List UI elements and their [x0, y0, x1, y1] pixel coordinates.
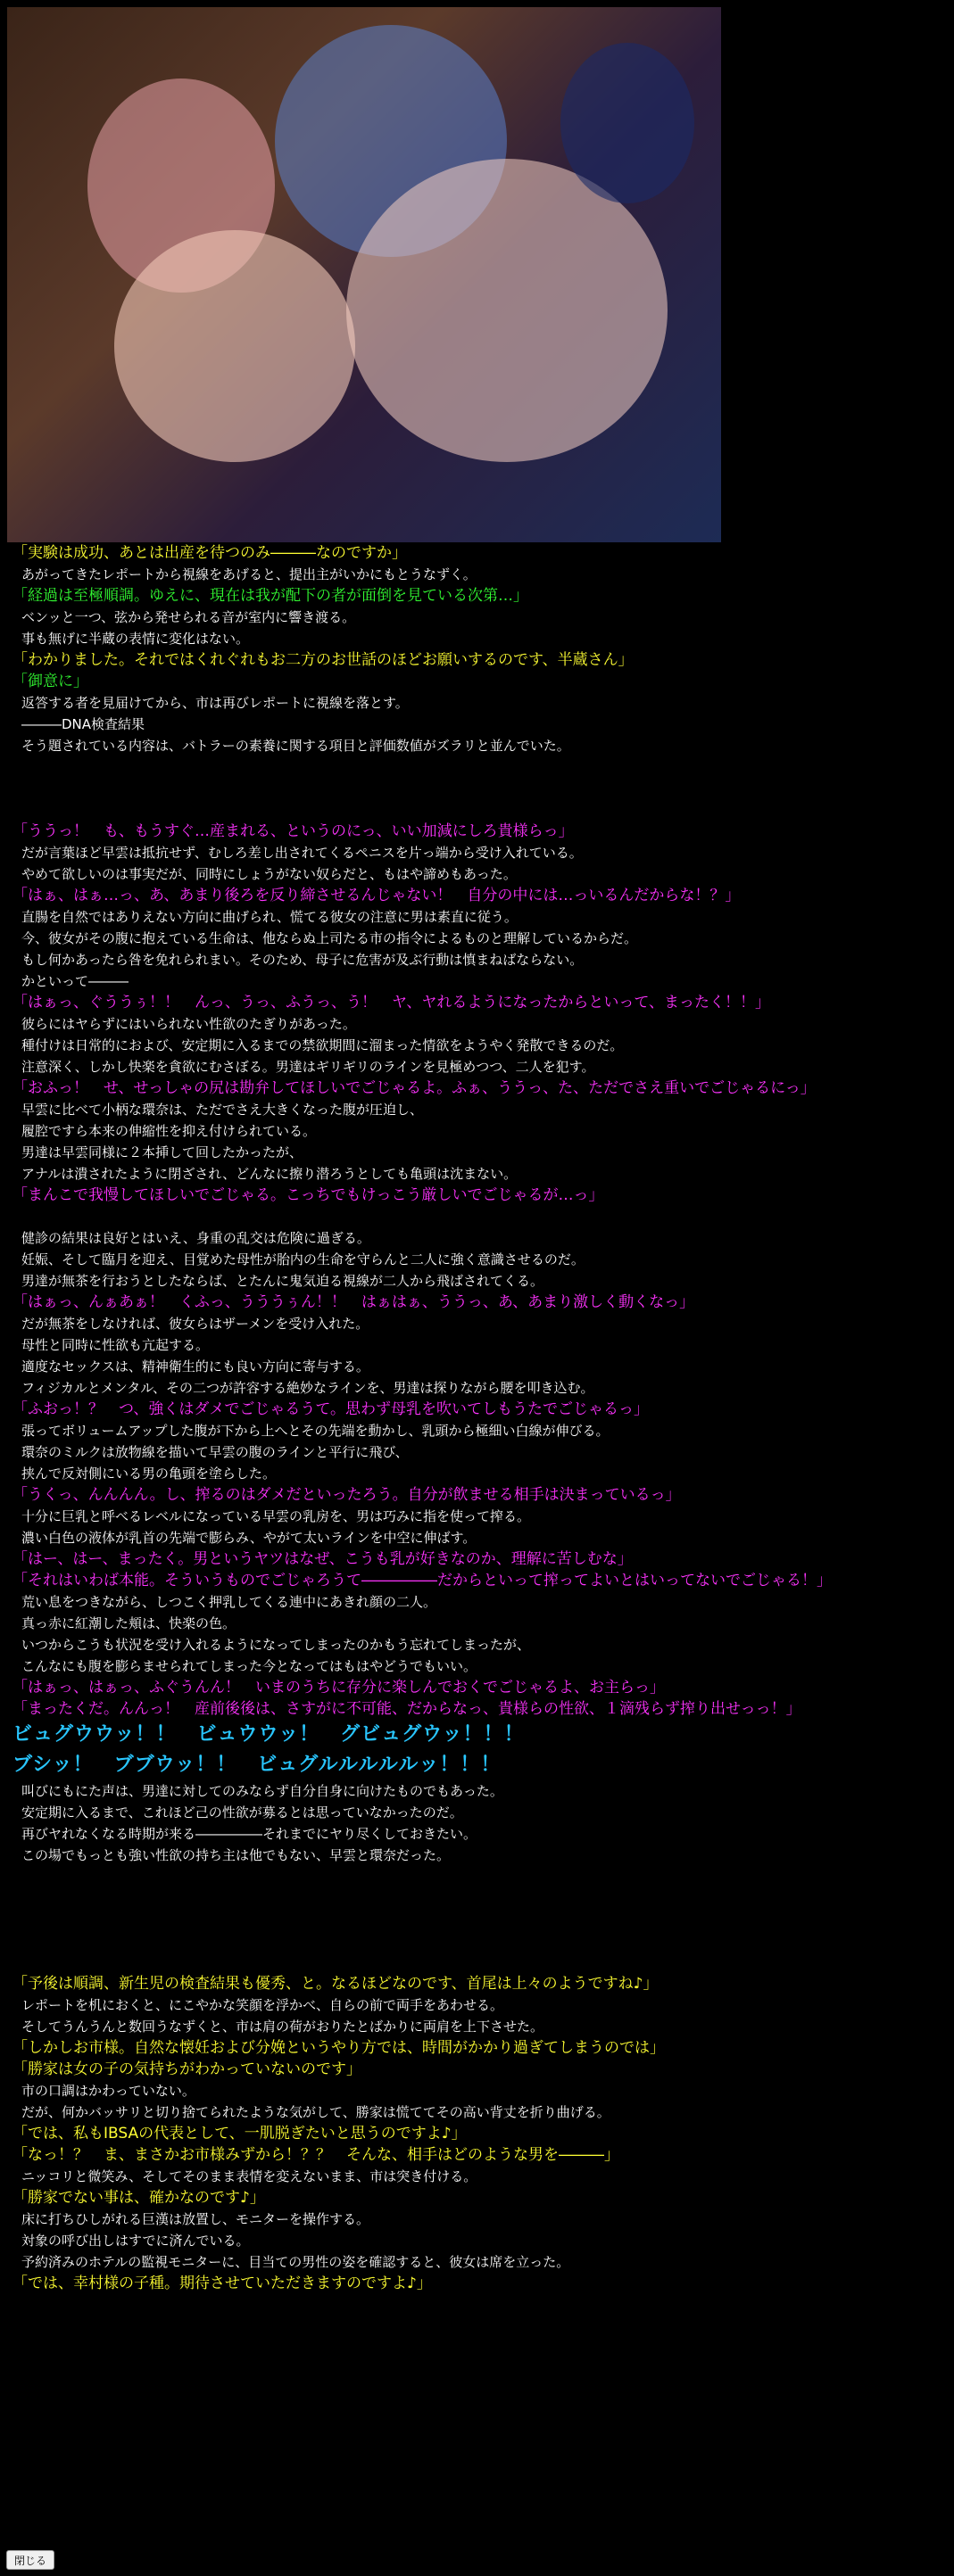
- narration-line: 事も無げに半蔵の表情に変化はない。: [21, 631, 250, 647]
- narration-line: 市の口調はかわっていない。: [21, 2083, 195, 2099]
- narration-line: 荒い息をつきながら、しつこく押乳してくる連中にあきれ顔の二人。: [21, 1594, 437, 1610]
- dialogue-line: 「経過は至極順調。ゆえに、現在は我が配下の者が面倒を見ている次第…」: [12, 587, 528, 605]
- narration-line: レポートを机におくと、にこやかな笑顔を浮かべ、自らの前で両手をあわせる。: [21, 1997, 504, 2013]
- dialogue-line: 「ううっ！ も、もうすぐ…産まれる、というのにっ、いい加減にしろ貴様らっ」: [12, 822, 574, 840]
- dialogue-line: 「実験は成功、あとは出産を待つのみ―――なのですか」: [12, 544, 407, 562]
- blank-line: [12, 1930, 950, 1952]
- dialogue-line: 「わかりました。それではくれぐれもお二方のお世話のほどお願いするのです、半蔵さん」: [12, 651, 634, 669]
- narration-line: 男達は早雲同様に２本挿して回したかったが、: [21, 1144, 303, 1160]
- dialogue-line: 「では、私もIBSAの代表として、一肌脱ぎたいと思うのですよ♪」: [12, 2125, 467, 2143]
- narration-line: そしてうんうんと数回うなずくと、市は肩の荷がおりたとばかりに両肩を上下させた。: [21, 2019, 544, 2035]
- narration-line: 対象の呼び出しはすでに済んでいる。: [21, 2233, 250, 2249]
- narration-line: 環奈のミルクは放物線を描いて早雲の腹のラインと平行に飛び、: [21, 1444, 409, 1460]
- dialogue-line: 「ふおっ！？ つ、強くはダメでごじゃるうて。思わず母乳を吹いてしもうたでごじゃるっ」: [12, 1400, 649, 1418]
- narration-line: ニッコリと微笑み、そしてそのまま表情を変えないまま、市は突き付ける。: [21, 2168, 477, 2184]
- narration-line: 早雲に比べて小柄な環奈は、ただでさえ大きくなった腹が圧迫し、: [21, 1102, 424, 1118]
- narration-line: やめて欲しいのは事実だが、同時にしょうがない奴らだと、もはや諦めもあった。: [21, 866, 517, 882]
- narration-line: 十分に巨乳と呼べるレベルになっている早雲の乳房を、男は巧みに指を使って搾る。: [21, 1508, 531, 1524]
- narration-line: いつからこうも状況を受け入れるようになってしまったのかもう忘れてしまったが、: [21, 1637, 531, 1653]
- narration-line: フィジカルとメンタル、その二つが許容する絶妙なラインを、男達は探りながら腰を叩き込む。: [21, 1380, 594, 1396]
- dialogue-line: 「御意に」: [12, 673, 88, 690]
- narration-line: 濃い白色の液体が乳首の先端で膨らみ、やがて太いラインを中空に伸ばす。: [21, 1530, 477, 1546]
- narration-line: ベンッと一つ、弦から発せられる音が室内に響き渡る。: [21, 609, 356, 625]
- dialogue-line: 「予後は順調、新生児の検査結果も優秀、と。なるほどなのです、首尾は上々のようですね♪」: [12, 1975, 659, 1993]
- blank-line: [12, 1952, 950, 1973]
- dialogue-line: 「勝家でない事は、確かなのです♪」: [12, 2189, 265, 2207]
- narration-line: そう題されている内容は、バトラーの素養に関する項目と評価数値がズラリと並んでいた。: [21, 738, 570, 754]
- narration-line: 彼らにはヤらずにはいられない性欲のたぎりがあった。: [21, 1016, 356, 1032]
- narration-line: 母性と同時に性欲も亢起する。: [21, 1337, 210, 1353]
- dialogue-line: 「なっ！？ ま、まさかお市様みずから！？？ そんな、相手はどのような男を―――」: [12, 2146, 619, 2164]
- sound-effect-line: ブシッ！ ブブウッ！！ ビュグルルルルルッ！！！: [12, 1754, 502, 1776]
- illustration: [7, 7, 721, 542]
- narration-line: ―――DNA検査結果: [21, 716, 145, 732]
- narration-line: 安定期に入るまで、これほど己の性欲が募るとは思っていなかったのだ。: [21, 1804, 463, 1821]
- narration-line: 注意深く、しかし快楽を貪欲にむさぼる。男達はギリギリのラインを見極めつつ、二人を犯す。: [21, 1059, 595, 1075]
- narration-line: 床に打ちひしがれる巨漢は放置し、モニターを操作する。: [21, 2211, 370, 2227]
- narration-line: この場でもっとも強い性欲の持ち主は他でもない、早雲と環奈だった。: [21, 1847, 451, 1863]
- narration-line: アナルは潰されたように閉ざされ、どんなに擦り潜ろうとしても亀頭は沈まない。: [21, 1166, 518, 1182]
- blank-line: [12, 756, 950, 778]
- dialogue-line: 「まったくだ。んんっ！ 産前後後は、さすがに不可能、だからなっ、貴様らの性欲、１滴残らず搾り出せっっ！」: [12, 1700, 801, 1718]
- illustration-body-left: [114, 230, 355, 462]
- blank-line: [12, 1887, 950, 1909]
- blank-line: [12, 778, 950, 799]
- dialogue-line: 「まんこで我慢してほしいでごじゃる。こっちでもけっこう厳しいでごじゃるが…っ」: [12, 1186, 604, 1204]
- dialogue-line: 「うくっ、んんんん。し、搾るのはダメだといったろう。自分が飲ませる相手は決まっているっ」: [12, 1486, 681, 1504]
- blank-line: [12, 1909, 950, 1930]
- narration-line: 張ってボリュームアップした腹が下から上へとその先端を動かし、乳頭から極細い白線が伸びる。: [21, 1423, 610, 1439]
- sound-effect-line: ビュグウウッ！！ ビュウウッ！ グビュグウッ！！！: [12, 1723, 525, 1746]
- dialogue-line: 「おふっ！ せ、せっしゃの尻は勘弁してほしいでごじゃるよ。ふぁ、ううっ、た、ただでさえ重いでごじゃるにっ」: [12, 1079, 816, 1097]
- narration-line: 履腔ですら本来の伸縮性を抑え付けられている。: [21, 1123, 317, 1139]
- narration-line: 再びヤれなくなる時期が来る―――――それまでにヤり尽くしておきたい。: [21, 1826, 477, 1842]
- blank-line: [12, 799, 950, 821]
- dialogue-line: 「しかしお市様。自然な懐妊および分娩というやり方では、時間がかかり過ぎてしまうのでは」: [12, 2039, 665, 2057]
- dialogue-line: 「はー、はー、まったく。男というヤツはなぜ、こうも乳が好きなのか、理解に苦しむな」: [12, 1550, 633, 1568]
- narration-line: 妊娠、そして臨月を迎え、目覚めた母性が胎内の生命を守らんと二人に強く意識させるのだ。: [21, 1251, 585, 1267]
- narration-line: 男達が無茶を行おうとしたならば、とたんに鬼気迫る視線が二人から飛ばされてくる。: [21, 1273, 544, 1289]
- narration-line: 適度なセックスは、精神衛生的にも良い方向に寄与する。: [21, 1358, 369, 1375]
- story-text: [12, 542, 950, 2294]
- dialogue-line: 「はぁ、はぁ…っ、あ、あまり後ろを反り締させるんじゃない！ 自分の中には…っいるんだからな！？」: [12, 887, 741, 904]
- dialogue-line: 「はぁっ、はぁっ、ふぐうんん！ いまのうちに存分に楽しんでおくでごじゃるよ、お主らっ」: [12, 1679, 665, 1697]
- narration-line: 返答する者を見届けてから、市は再びレポートに視線を落とす。: [21, 695, 409, 711]
- dialogue-line: 「はぁっ、んぁあぁ！ くふっ、うううぅん！！ はぁはぁ、ううっ、あ、あまり激しく動くなっ」: [12, 1293, 695, 1311]
- illustration-body-right: [346, 159, 668, 462]
- narration-line: 種付けは日常的におよび、安定期に入るまでの禁欲期間に溜まった情欲をようやく発散できるのだ。: [21, 1037, 624, 1053]
- dialogue-line: 「はぁっ、ぐううぅ！！ んっ、うっ、ふうっ、う！ ヤ、ヤれるようになったからといって、まったく！！」: [12, 994, 770, 1011]
- narration-line: だが無茶をしなければ、彼女らはザーメンを受け入れた。: [21, 1316, 369, 1332]
- close-button[interactable]: 閉じる: [6, 2550, 54, 2570]
- illustration-accent: [560, 43, 694, 203]
- narration-line: 真っ赤に紅潮した頬は、快楽の色。: [21, 1615, 236, 1631]
- blank-line: [12, 1206, 950, 1227]
- dialogue-line: 「勝家は女の子の気持ちがわかっていないのです」: [12, 2060, 361, 2078]
- narration-line: 叫びにもにた声は、男達に対してのみならず自分自身に向けたものでもあった。: [21, 1783, 503, 1799]
- narration-line: もし何かあったら咎を免れられまい。そのため、母子に危害が及ぶ行動は慎まねばならない。: [21, 952, 584, 968]
- narration-line: こんなにも腹を膨らませられてしまった今となってはもはやどうでもいい。: [21, 1658, 477, 1674]
- narration-line: だが言葉ほど早雲は抵抗せず、むしろ差し出されてくるペニスを片っ端から受け入れている。: [21, 845, 583, 861]
- narration-line: 今、彼女がその腹に抱えている生命は、他ならぬ上司たる市の指令によるものと理解しているからだ。: [21, 930, 638, 946]
- narration-line: あがってきたレポートから視線をあげると、提出主がいかにもとうなずく。: [21, 566, 477, 582]
- dialogue-line: 「それはいわば本能。そういうものでごじゃろうて―――――だからといって搾ってよいとはいってないでごじゃる！」: [12, 1572, 832, 1589]
- blank-line: [12, 1866, 950, 1887]
- narration-line: 挟んで反対側にいる男の亀頭を塗らした。: [21, 1466, 277, 1482]
- narration-line: 予約済みのホテルの監視モニターに、目当ての男性の姿を確認すると、彼女は席を立った。: [21, 2254, 570, 2270]
- narration-line: だが、何かバッサリと切り捨てられたような気がして、勝家は慌ててその高い背丈を折り曲げる。: [21, 2104, 610, 2120]
- narration-line: かといって―――: [21, 973, 129, 989]
- narration-line: 健診の結果は良好とはいえ、身重の乱交は危険に過ぎる。: [21, 1230, 370, 1246]
- narration-line: 直腸を自然ではありえない方向に曲げられ、慌てる彼女の注意に男は素直に従う。: [21, 909, 518, 925]
- dialogue-line: 「では、幸村様の子種。期待させていただきますのですよ♪」: [12, 2275, 432, 2292]
